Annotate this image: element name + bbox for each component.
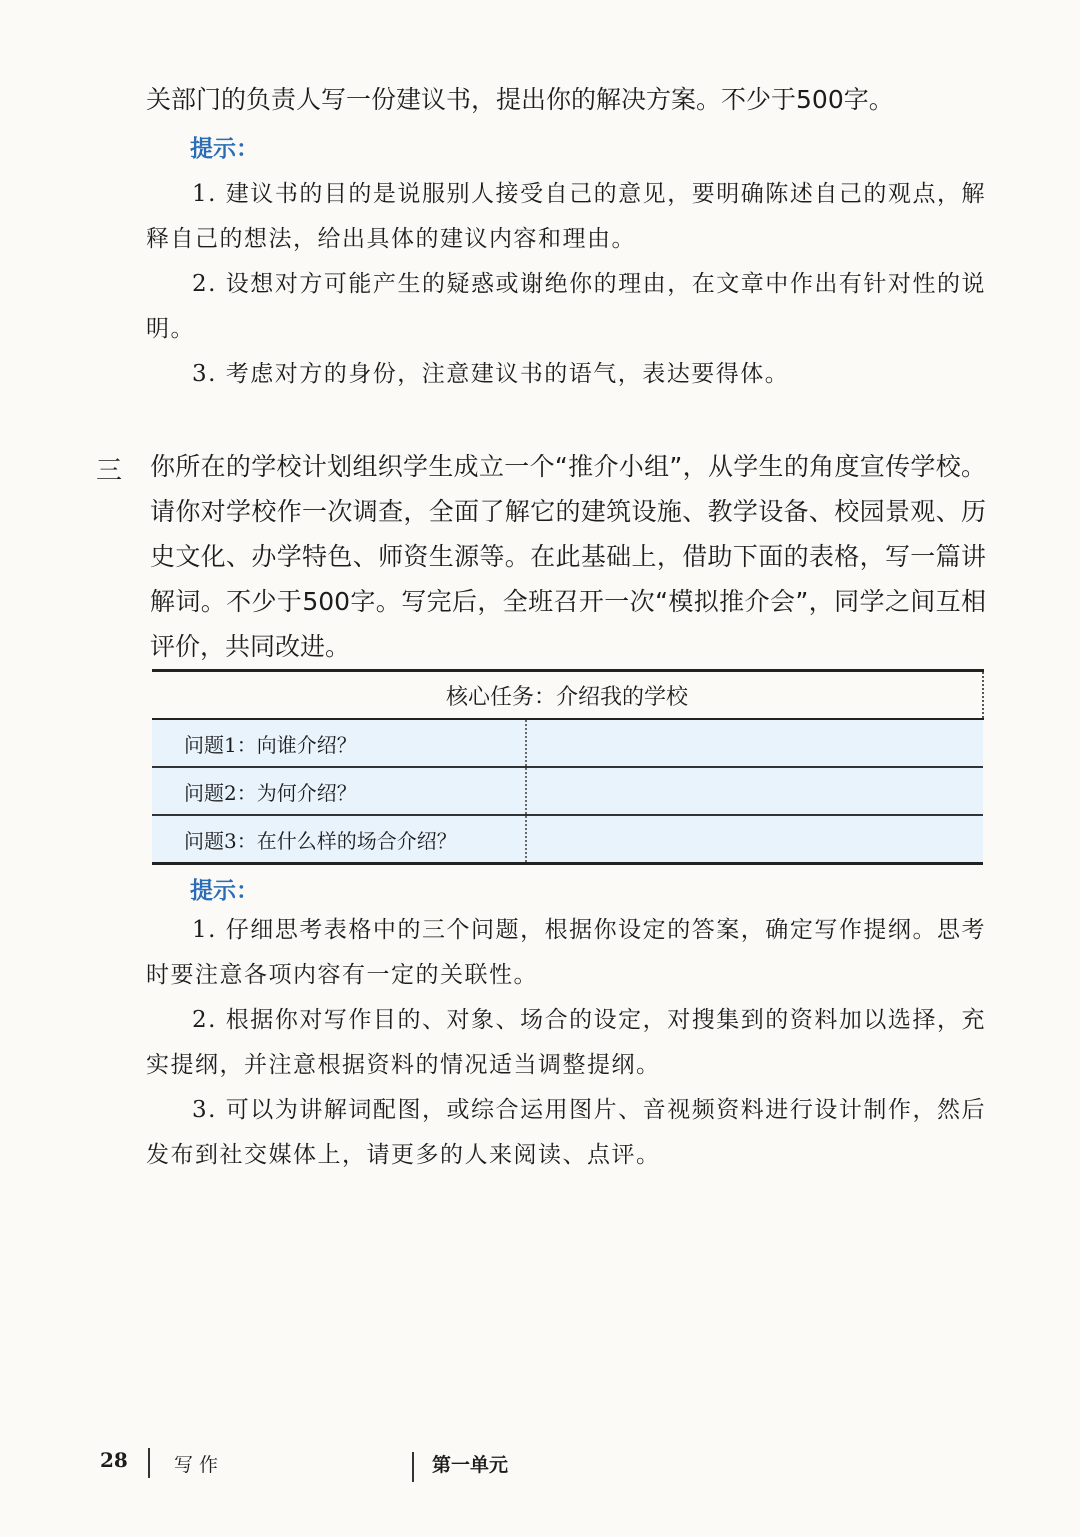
footer-divider [412,1452,414,1482]
table-header-row [152,671,983,720]
table-row [152,815,983,864]
task-table [152,669,984,865]
hint-1-item-2: 2. 设想对方可能产生的疑惑或谢绝你的理由，在文章中作出有针对性的说明。 [146,271,986,342]
page-number: 28 [100,1448,128,1472]
answer-cell [526,815,983,864]
answer-cell [526,719,983,767]
intro-paragraph: 关部门的负责人写一份建议书，提出你的解决方案。不少于500字。 [146,85,894,114]
hint-2-item-1: 1. 仔细思考表格中的三个问题，根据你设定的答案，确定写作提纲。思考时要注意各项内容有一定的关联性。 [146,917,986,988]
section-number: 三 [96,456,123,486]
footer-section: 写 作 [174,1454,219,1476]
hint-label-1: 提示： [190,136,259,162]
footer-unit: 第一单元 [432,1454,509,1476]
question-cell: 问题1：向谁介绍？ [152,719,526,767]
hint-2-item-3: 3. 可以为讲解词配图，或综合运用图片、音视频资料进行设计制作，然后发布到社交媒体上，请更多的人来阅读、点评。 [146,1097,986,1168]
hint-1-item-3: 3. 考虑对方的身份，注意建议书的语气，表达要得体。 [192,361,790,387]
table-row [152,719,983,767]
footer-divider [148,1448,150,1478]
hint-label-2: 提示： [190,878,259,904]
table-header: 核心任务：介绍我的学校 [152,671,983,720]
answer-cell [526,767,983,815]
question-cell: 问题3：在什么样的场合介绍？ [152,815,526,864]
hint-2-item-2: 2. 根据你对写作目的、对象、场合的设定，对搜集到的资料加以选择，充实提纲，并注意根据资料的情况适当调整提纲。 [146,1007,986,1078]
question-cell: 问题2：为何介绍？ [152,767,526,815]
section-3-text: 你所在的学校计划组织学生成立一个“推介小组”，从学生的角度宣传学校。请你对学校作一次调查，全面了解它的建筑设施、教学设备、校园景观、历史文化、办学特色、师资生源等。在此基础上，借助下面的表格，写一篇讲解词。不少于500字。写完后，全班召开一次“模拟推介会”，同学之间互相评价，共同改进。 [150,452,986,661]
table-row [152,767,983,815]
hint-1-item-1: 1. 建议书的目的是说服别人接受自己的意见，要明确陈述自己的观点，解释自己的想法，给出具体的建议内容和理由。 [146,181,986,252]
